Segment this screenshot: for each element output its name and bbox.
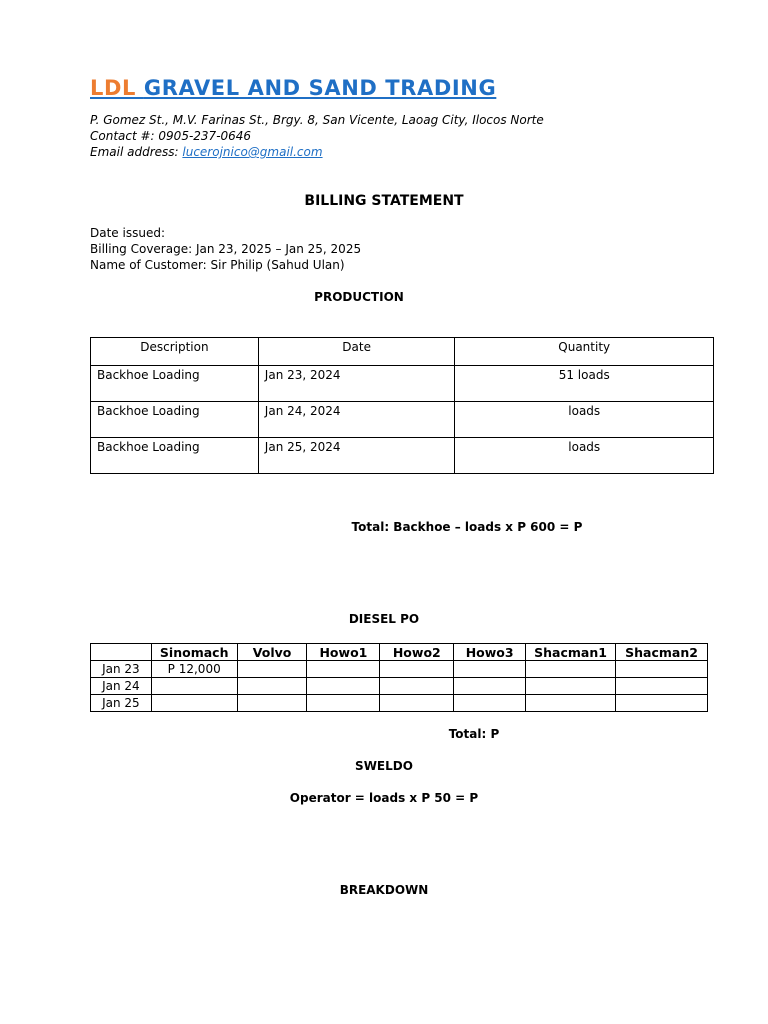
value-cell xyxy=(454,661,526,678)
value-cell xyxy=(526,695,616,712)
value-cell: P 12,000 xyxy=(151,661,237,678)
value-cell xyxy=(526,661,616,678)
date-issued: Date issued: xyxy=(90,226,165,240)
column-header xyxy=(91,644,152,661)
column-header: Description xyxy=(91,338,259,366)
column-header: Howo1 xyxy=(307,644,380,661)
value-cell xyxy=(307,695,380,712)
value-cell xyxy=(237,661,307,678)
production-heading: PRODUCTION xyxy=(314,290,404,304)
value-cell xyxy=(237,678,307,695)
value-cell xyxy=(151,695,237,712)
diesel-heading: DIESEL PO xyxy=(348,612,420,626)
value-cell xyxy=(380,661,454,678)
value-cell xyxy=(616,678,708,695)
value-cell xyxy=(307,678,380,695)
company-title xyxy=(90,76,496,100)
value-cell xyxy=(616,661,708,678)
customer-name: Name of Customer: Sir Philip (Sahud Ulan) xyxy=(90,258,345,272)
company-name: GRAVEL AND SAND TRADING xyxy=(143,76,497,100)
value-cell xyxy=(454,695,526,712)
production-total: Total: Backhoe – loads x P 600 = P xyxy=(351,520,583,534)
description-cell: Backhoe Loading xyxy=(91,402,259,438)
value-cell xyxy=(307,661,380,678)
quantity-cell: loads xyxy=(455,438,714,474)
company-email-line xyxy=(90,145,323,159)
column-header: Volvo xyxy=(237,644,307,661)
table-row xyxy=(91,366,714,402)
breakdown-heading: BREAKDOWN xyxy=(339,883,429,897)
company-contact: Contact #: 0905-237-0646 xyxy=(90,129,252,143)
column-header: Howo3 xyxy=(454,644,526,661)
value-cell xyxy=(616,695,708,712)
table-row xyxy=(91,402,714,438)
value-cell xyxy=(237,695,307,712)
email-link[interactable]: lucerojnico@gmail.com xyxy=(182,145,323,159)
diesel-total: Total: P xyxy=(448,727,500,741)
column-header: Date xyxy=(258,338,455,366)
value-cell xyxy=(380,695,454,712)
date-cell: Jan 23, 2024 xyxy=(258,366,455,402)
column-header: Howo2 xyxy=(380,644,454,661)
operator-computation: Operator = loads x P 50 = P xyxy=(289,791,479,805)
company-prefix: LDL xyxy=(90,76,136,100)
table-row xyxy=(91,678,708,695)
diesel-table xyxy=(90,643,708,712)
statement-title: BILLING STATEMENT xyxy=(304,193,464,209)
production-table xyxy=(90,337,714,474)
sweldo-heading: SWELDO xyxy=(355,759,413,773)
date-cell: Jan 23 xyxy=(91,661,152,678)
table-header-row xyxy=(91,644,708,661)
value-cell xyxy=(526,678,616,695)
value-cell xyxy=(380,678,454,695)
column-header: Shacman2 xyxy=(616,644,708,661)
value-cell xyxy=(151,678,237,695)
table-row xyxy=(91,695,708,712)
date-cell: Jan 24 xyxy=(91,678,152,695)
table-row xyxy=(91,661,708,678)
date-cell: Jan 25, 2024 xyxy=(258,438,455,474)
date-cell: Jan 25 xyxy=(91,695,152,712)
description-cell: Backhoe Loading xyxy=(91,438,259,474)
quantity-cell: loads xyxy=(455,402,714,438)
column-header: Shacman1 xyxy=(526,644,616,661)
billing-coverage: Billing Coverage: Jan 23, 2025 – Jan 25, 2025 xyxy=(90,242,362,256)
company-address: P. Gomez St., M.V. Farinas St., Brgy. 8, San Vicente, Laoag City, Ilocos Norte xyxy=(90,113,544,127)
date-cell: Jan 24, 2024 xyxy=(258,402,455,438)
description-cell: Backhoe Loading xyxy=(91,366,259,402)
column-header: Sinomach xyxy=(151,644,237,661)
table-header-row xyxy=(91,338,714,366)
table-row xyxy=(91,438,714,474)
value-cell xyxy=(454,678,526,695)
quantity-cell: 51 loads xyxy=(455,366,714,402)
column-header: Quantity xyxy=(455,338,714,366)
email-label: Email address: xyxy=(90,145,183,159)
